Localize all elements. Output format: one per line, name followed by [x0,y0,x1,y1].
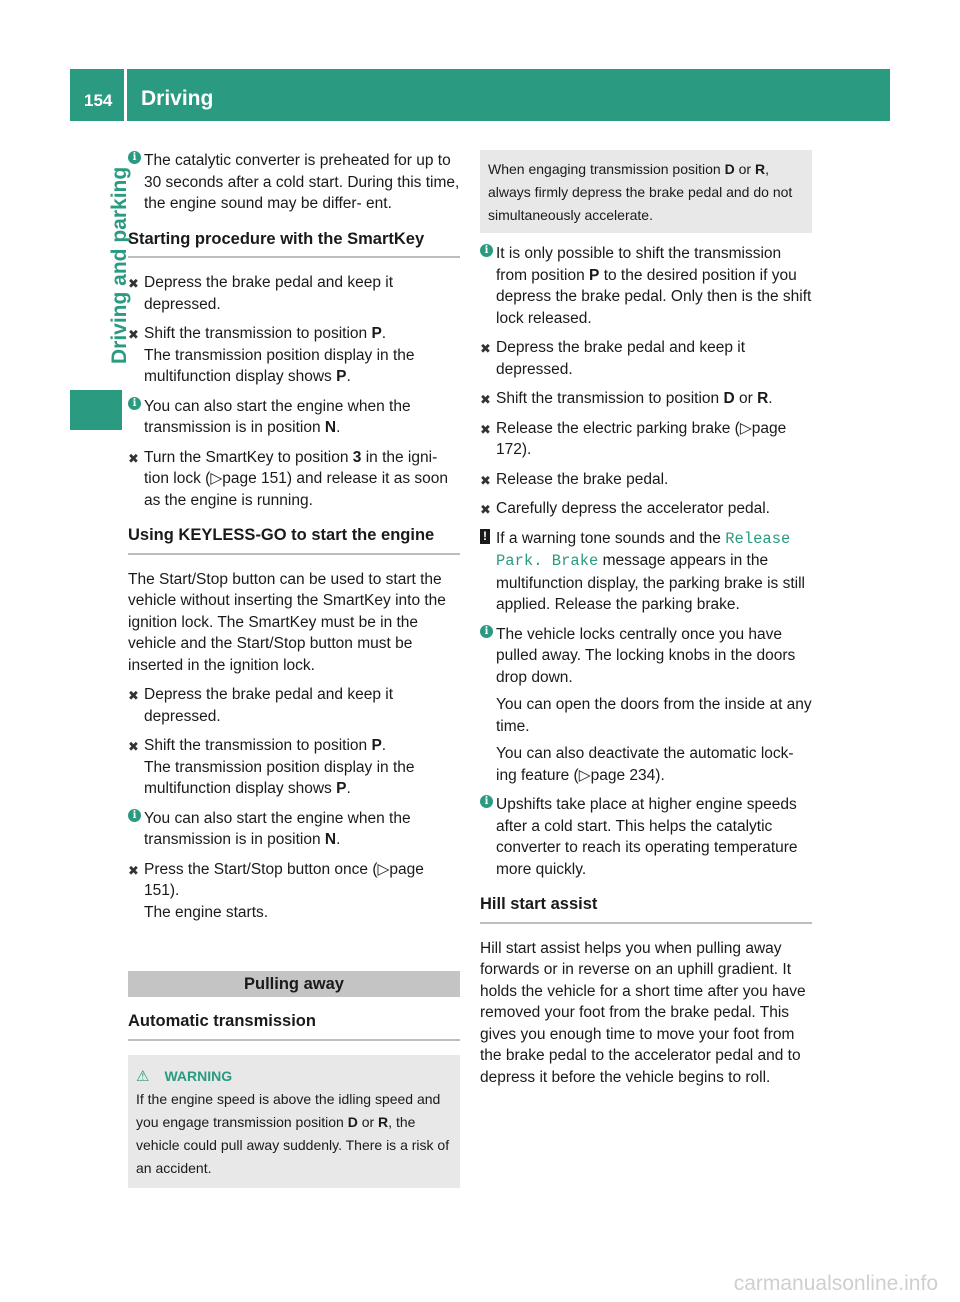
page-link[interactable]: page 234). [590,766,665,784]
info-text: The catalytic converter is preheated for up to 30 seconds after a cold start. During this time, the engine sound may be differ- ent. [144,152,460,212]
step-arrow-icon: ✖ [128,276,139,291]
step-arrow-icon: ✖ [480,502,491,517]
step-text: Depress the brake pedal and keep it depressed. [144,274,394,313]
info-note: i You can also start the engine when the transmission is in position N. [128,808,460,851]
info-icon: i [128,151,141,164]
page-link[interactable]: page 172). [496,419,787,458]
page-link[interactable]: page 151) and release it as soon as the engine is running. [144,470,449,509]
info-icon: i [128,809,141,822]
watermark: carmanualsonline.info [733,1272,938,1295]
page-ref-arrow-icon: ▷ [578,766,591,784]
info-icon: i [128,397,141,410]
heading-automatic-transmission: Automatic transmission [128,1011,460,1041]
step-item: ✖ Release the brake pedal. [480,469,812,491]
info-icon: i [480,795,493,808]
exclamation-icon: ! [480,529,490,544]
step-arrow-icon: ✖ [480,392,491,407]
info-note [128,150,460,215]
step-arrow-icon: ✖ [128,688,139,703]
page-number: 154 [84,91,113,110]
page-ref-arrow-icon: ▷ [377,860,390,878]
section-band-pulling-away: Pulling away [128,971,460,997]
hill-start-text: Hill start assist helps you when pulling away forwards or in reverse on an uphill gradient. It holds the vehicle for a short time after you have removed your foot from the brake pedal. This gives you enough time to move your foot from the brake pedal to the accelerator pedal and to depress it before the vehicle begins to roll. [480,939,806,1086]
info-note: i You can also start the engine when the transmission is in position N. [128,396,460,439]
warning-box [128,1055,460,1188]
warning-text: If the engine speed is above the idling speed and you engage transmission position D or R, the vehicle could pull away suddenly. There is a risk of an accident. [136,1090,450,1176]
page-ref-arrow-icon: ▷ [210,470,223,487]
heading-keyless-go: Using KEYLESS-GO to start the engine [128,525,460,555]
step-arrow-icon: ✖ [480,472,491,488]
info-note: i The vehicle locks centrally once you have pulled away. The locking knobs in the doors drop down. You can open the doors from the inside at any time. You can also deactivate the automatic lock- ing feature (▷page 234). [480,624,812,787]
info-icon: i [480,625,493,638]
left-column [128,150,460,1188]
caution-note: ! If a warning tone sounds and the Release Park. Brake message appears in the multifunction display, the parking brake is still applied. Release the parking brake. [480,528,812,616]
side-chapter-label: Driving and parking [108,166,131,364]
warning-triangle-icon: ⚠ [136,1067,150,1085]
step-arrow-icon: ✖ [128,862,139,878]
step-item: ✖ Press the Start/Stop button once (▷page 151). The engine starts. [128,860,424,921]
info-note: i Upshifts take place at higher engine speeds after a cold start. This helps the catalytic converter to reach its operating temperature more quickly. [480,794,812,880]
step-item: ✖ Shift the transmission to position P. The transmission position display in the multifunction display shows P. [128,737,415,797]
side-tab-marker [70,390,122,430]
step-item: ✖ Depress the brake pedal and keep it depressed. [128,686,394,725]
note-box: When engaging transmission position D or R, always firmly depress the brake pedal and do not simultaneously accelerate. [480,150,812,233]
step-arrow-icon: ✖ [128,450,139,466]
step-item: ✖ Shift the transmission to position D or R. [480,388,812,410]
heading-smartkey: Starting procedure with the SmartKey [128,229,460,259]
info-icon: i [480,244,493,257]
step-item: ✖ Release the electric parking brake (▷page 172). [480,419,787,458]
heading-hill-start-assist: Hill start assist [480,894,812,924]
right-column [480,150,812,1096]
step-item [128,272,460,315]
step-item: ✖ Shift the transmission to position P. The transmission position display in the multifunction display shows P. [128,325,415,385]
warning-title: WARNING [164,1067,233,1084]
chapter-title: Driving [141,87,214,110]
step-item: ✖ Turn the SmartKey to position 3 in the igni- tion lock (▷page 151) and release it as soon as the engine is running. [128,448,449,509]
display-message: Release Park. Brake [496,529,791,570]
page-link[interactable]: page 151). [144,860,424,899]
header-divider [124,69,127,121]
step-item: ✖ Depress the brake pedal and keep it depressed. [480,339,746,378]
keyless-intro: The Start/Stop button can be used to start the vehicle without inserting the SmartKey into the ignition lock. The SmartKey must be in the vehicle and the Start/Stop button must be inserted in the ignition lock. [128,570,446,674]
step-arrow-icon: ✖ [128,739,139,754]
step-item: ✖ Carefully depress the accelerator pedal. [480,498,812,520]
step-arrow-icon: ✖ [128,327,139,342]
info-note: i It is only possible to shift the transmission from position P to the desired position if you depress the brake pedal. Only then is the shift lock released. [480,243,812,329]
step-arrow-icon: ✖ [480,341,491,356]
step-arrow-icon: ✖ [480,421,491,437]
page-ref-arrow-icon: ▷ [739,419,752,437]
